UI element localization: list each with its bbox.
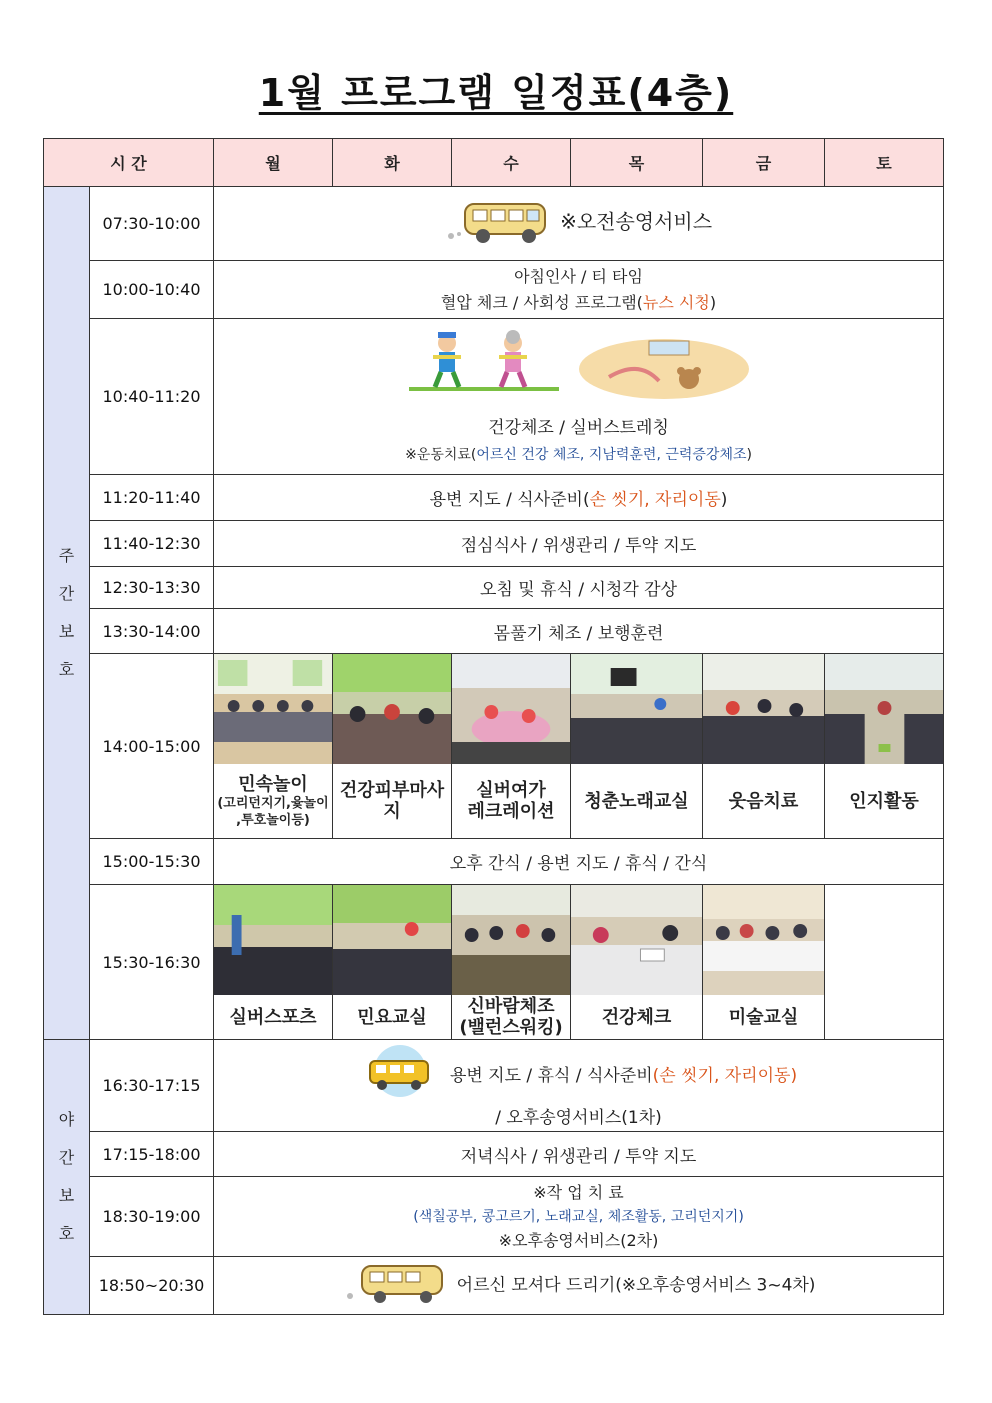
section-night-label	[44, 1101, 89, 1253]
time-cell: 11:40-12:30	[90, 521, 214, 567]
text-part: 용변 지도 / 휴식 / 식사준비	[449, 1065, 653, 1086]
section-char: 간	[58, 584, 75, 603]
text-part: 용변 지도 / 식사준비(	[429, 490, 590, 510]
header-wed: 수	[452, 139, 571, 187]
time-cell: 11:20-11:40	[90, 475, 214, 521]
activity-photo-cell	[333, 885, 452, 1040]
schedule-row	[44, 885, 944, 1040]
section-char: 보	[58, 1186, 75, 1205]
activity-photo-cell	[214, 885, 333, 1040]
activity-photo	[333, 654, 451, 764]
header-sat: 토	[825, 139, 944, 187]
text-part: 혈압 체크 / 사회성 프로그램(	[440, 292, 643, 312]
activity-label-sub: ,투호놀이등)	[236, 812, 310, 828]
text-highlight: 어르신 건강 체조, 지남력훈련, 근력증강체조	[476, 447, 747, 463]
activity-line: (색칠공부, 콩고르기, 노래교실, 체조활동, 고리던지기)	[413, 1208, 744, 1225]
schedule-row	[44, 654, 944, 839]
section-day-care	[44, 187, 90, 1040]
activity-label	[452, 995, 570, 1039]
activity-photo-cell	[703, 654, 825, 839]
text-part: )	[709, 292, 717, 312]
activity-cell: 몸풀기 체조 / 보행훈련	[214, 609, 944, 654]
empty-cell	[825, 885, 944, 1040]
bus-icon	[342, 1262, 452, 1310]
header-time: 시 간	[44, 139, 214, 187]
activity-photo	[825, 654, 943, 764]
header-tue: 화	[333, 139, 452, 187]
schedule-row	[44, 1177, 944, 1257]
activity-photo-cell	[452, 654, 571, 839]
activity-label: 인지활동	[849, 790, 919, 812]
activity-line	[450, 1061, 797, 1086]
activity-line	[214, 290, 943, 316]
text-highlight: (손 씻기, 자리이동)	[652, 1065, 798, 1086]
activity-label-main: 민속놀이	[238, 773, 308, 795]
activity-photo-cell	[333, 654, 452, 839]
section-char: 호	[58, 660, 75, 679]
activity-photo	[214, 885, 332, 995]
activity-cell: 오후 간식 / 용변 지도 / 휴식 / 간식	[214, 839, 944, 885]
activity-photo	[703, 654, 824, 764]
schedule-table	[43, 138, 944, 1315]
section-char: 주	[58, 546, 75, 565]
section-night-care	[44, 1040, 90, 1315]
bus-icon	[445, 198, 555, 250]
activity-photo	[703, 885, 824, 995]
schedule-row	[44, 475, 944, 521]
section-char: 보	[58, 622, 75, 641]
activity-photo	[333, 885, 451, 995]
schedule-row	[44, 261, 944, 319]
time-cell: 10:00-10:40	[90, 261, 214, 319]
activity-photo-cell	[571, 885, 703, 1040]
time-cell: 10:40-11:20	[90, 319, 214, 475]
time-cell: 14:00-15:00	[90, 654, 214, 839]
activity-photo-cell	[214, 654, 333, 839]
exercise-illustration	[214, 329, 943, 407]
activity-photo-cell	[571, 654, 703, 839]
activity-label: 미술교실	[728, 1006, 799, 1028]
time-cell: 15:30-16:30	[90, 885, 214, 1040]
activity-photo	[214, 654, 332, 764]
activity-line: ※작 업 치 료	[533, 1182, 624, 1202]
schedule-row	[44, 187, 944, 261]
time-cell: 16:30-17:15	[90, 1040, 214, 1132]
activity-photo	[571, 885, 702, 995]
time-cell: 12:30-13:30	[90, 567, 214, 609]
activity-cell	[214, 475, 944, 521]
activity-photo-cell	[703, 885, 825, 1040]
activity-label	[452, 764, 570, 838]
activity-label: 청춘노래교실	[584, 790, 689, 812]
activity-line	[214, 444, 943, 464]
activity-line: 아침인사 / 티 타임	[514, 266, 643, 286]
activity-label: 건강피부마사지	[339, 780, 445, 822]
header-fri: 금	[703, 139, 825, 187]
schedule-row	[44, 1257, 944, 1315]
activity-photo-cell	[825, 654, 944, 839]
activity-line: ※오후송영서비스(2차)	[498, 1230, 659, 1250]
time-cell: 18:30-19:00	[90, 1177, 214, 1257]
activity-cell	[214, 1040, 944, 1132]
activity-label-main: 신바람체조	[467, 996, 555, 1017]
activity-photo	[452, 885, 570, 995]
header-mon: 월	[214, 139, 333, 187]
text-part: ※운동치료(	[405, 447, 477, 463]
activity-cell	[214, 1257, 944, 1315]
activity-cell	[214, 319, 944, 475]
schedule-row	[44, 319, 944, 475]
text-part: )	[746, 447, 752, 463]
page-title	[0, 62, 992, 117]
school-bus-icon	[360, 1043, 440, 1103]
activity-photo	[571, 654, 702, 764]
activity-label: 실버스포츠	[229, 1006, 317, 1028]
schedule-row	[44, 567, 944, 609]
morning-shuttle-text: ※오전송영서비스	[560, 209, 713, 233]
section-char: 호	[58, 1224, 75, 1243]
activity-cell	[214, 1177, 944, 1257]
activity-label: 웃음치료	[728, 790, 799, 812]
activity-cell: 저녁식사 / 위생관리 / 투약 지도	[214, 1132, 944, 1177]
time-cell: 15:00-15:30	[90, 839, 214, 885]
activity-label: 민요교실	[357, 1006, 427, 1028]
activity-label-main: 레크레이션	[467, 801, 555, 822]
schedule-row	[44, 521, 944, 567]
activity-photo-cell	[452, 885, 571, 1040]
time-cell: 07:30-10:00	[90, 187, 214, 261]
activity-line: 어르신 모셔다 드리기(※오후송영서비스 3~4차)	[456, 1275, 816, 1295]
time-cell: 13:30-14:00	[90, 609, 214, 654]
activity-line: 건강체조 / 실버스트레칭	[488, 418, 669, 438]
activity-cell	[214, 261, 944, 319]
activity-label-sub: (밸런스워킹)	[459, 1017, 563, 1038]
activity-cell	[214, 187, 944, 261]
header-row	[44, 139, 944, 187]
activity-line: / 오후송영서비스(1차)	[495, 1108, 662, 1128]
activity-photo	[452, 654, 570, 764]
text-highlight: 뉴스 시청	[642, 292, 710, 312]
section-day-label	[44, 537, 89, 689]
activity-cell: 오침 및 휴식 / 시청각 감상	[214, 567, 944, 609]
section-char: 간	[58, 1148, 75, 1167]
page-title-text: 1월 프로그램 일정표(4층)	[258, 71, 734, 115]
schedule-row	[44, 1132, 944, 1177]
section-char: 야	[58, 1110, 75, 1129]
text-highlight: 손 씻기, 자리이동	[589, 490, 721, 510]
activity-cell: 점심식사 / 위생관리 / 투약 지도	[214, 521, 944, 567]
activity-label-main: 실버여가	[476, 780, 546, 801]
header-thu: 목	[571, 139, 703, 187]
activity-label-sub: (고리던지기,윷놀이	[217, 795, 329, 811]
text-part: )	[720, 490, 728, 510]
activity-label	[214, 764, 332, 838]
activity-label: 건강체크	[601, 1006, 672, 1028]
schedule-row	[44, 839, 944, 885]
schedule-row	[44, 609, 944, 654]
time-cell: 18:50~20:30	[90, 1257, 214, 1315]
time-cell: 17:15-18:00	[90, 1132, 214, 1177]
schedule-row	[44, 1040, 944, 1132]
